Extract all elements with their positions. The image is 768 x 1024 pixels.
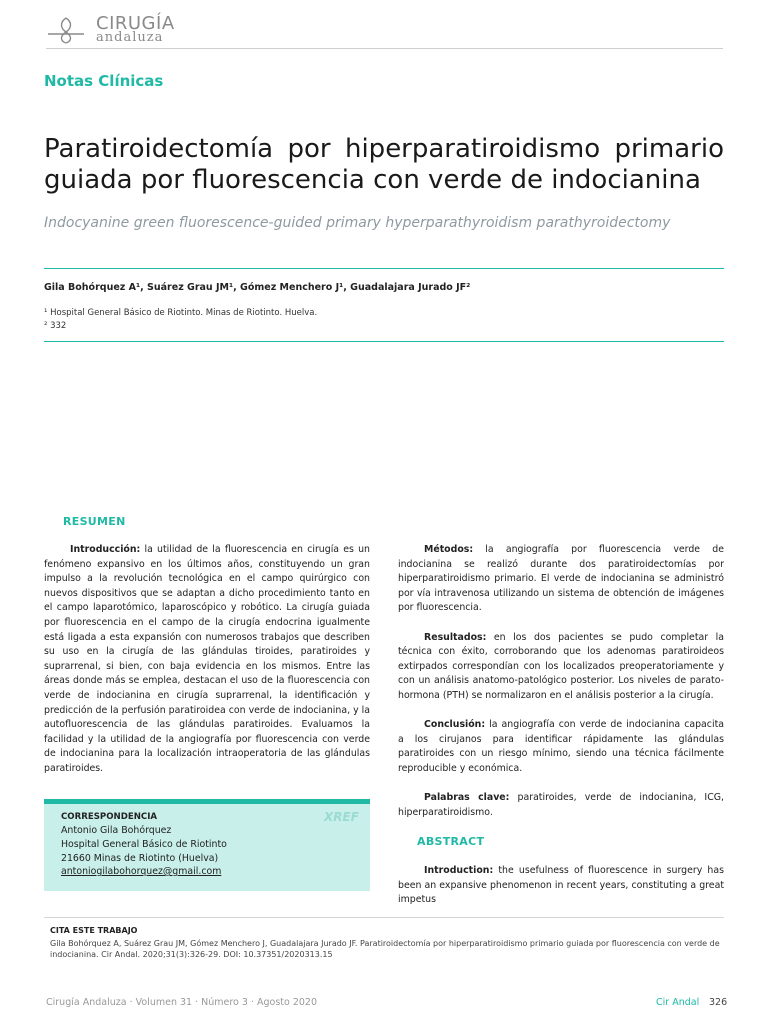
- correspondence-box-bar: [44, 799, 370, 804]
- correspondence-city: 21660 Minas de Riotinto (Huelva): [61, 853, 219, 864]
- right-column: [398, 543, 724, 835]
- keywords-label: Palabras clave:: [424, 792, 510, 804]
- correspondence-heading: CORRESPONDENCIA: [61, 812, 158, 822]
- divider: [44, 341, 724, 342]
- abstract-heading: ABSTRACT: [417, 835, 485, 848]
- article-title: Paratiroidectomía por hiperparatiroidismo primario guiada por fluorescencia con verde de indocianina: [44, 134, 724, 195]
- divider: [44, 268, 724, 269]
- resultados-label: Resultados:: [424, 631, 487, 643]
- author-list: Gila Bohórquez A¹, Suárez Grau JM¹, Gómez Menchero J¹, Guadalajara Jurado JF²: [44, 282, 471, 293]
- section-label: Notas Clínicas: [44, 72, 164, 90]
- page-number: 326: [709, 997, 728, 1008]
- metodos-label: Métodos:: [424, 544, 474, 555]
- journal-logo-name: CIRUGÍA: [96, 13, 175, 34]
- metodos-text: la angiografía por fluorescencia verde de indocianina se realizó durante dos paratiroidectomías por hiperparatiroidismo primario. El verde de indocianina se administró por vía intravenosa utilizando un sistema de obtención de imágenes por fluorescencia.: [398, 544, 724, 614]
- journal-logo-subname: andaluza: [96, 30, 164, 45]
- article-subtitle: Indocyanine green fluorescence-guided primary hyperparathyroidism parathyroidectomy: [44, 215, 671, 231]
- correspondence-email-link[interactable]: antoniogilabohorquez@gmail.com: [61, 866, 222, 877]
- journal-logo-icon: [46, 14, 86, 44]
- citation-heading: CITA ESTE TRABAJO: [50, 926, 138, 935]
- header-divider: [46, 48, 723, 49]
- affiliation-2: ² 332: [44, 321, 67, 331]
- resumen-conclusion: [398, 718, 724, 776]
- resumen-metodos: [398, 543, 724, 616]
- resumen-resultados: [398, 631, 724, 704]
- affiliation-1: ¹ Hospital General Básico de Riotinto. Minas de Riotinto. Huelva.: [44, 308, 318, 318]
- citation-text: Gila Bohórquez A, Suárez Grau JM, Gómez Menchero J, Guadalajara Jurado JF. Paratiroidectomía por hiperparatiroidismo primario guiada por fluorescencia con verde de indocianina. Cir Andal. 2020;31(3):326-29. DOI: 10.37351/2020313.15: [50, 939, 720, 959]
- correspondence-name: Antonio Gila Bohórquez: [61, 825, 172, 836]
- conclusion-text: la angiografía con verde de indocianina capacita a los cirujanos para identificar rápidamente las glándulas paratiroides con un riesgo mínimo, siendo una técnica fácilmente reproducible y económica.: [398, 719, 724, 774]
- abstract-introduction: [398, 864, 724, 908]
- correspondence-hospital: Hospital General Básico de Riotinto: [61, 839, 227, 850]
- footer-journal-issue: Cirugía Andaluza · Volumen 31 · Número 3 · Agosto 2020: [46, 997, 318, 1008]
- introduccion-text: la utilidad de la fluorescencia en cirugía es un fenómeno expansivo en los últimos años, constituyendo un gran impulso a la revolución tecnológica en el campo quirúrgico con nuevos dispositivos que se adaptan a dicho procedimiento tanto en el campo laparotómico, laparoscópico y robótico. La cirugía guiada por fluorescencia en el campo de la cirugía endocrina igualmente está ligada a esta expansión con numerosos trabajos que describen su uso en la cirugía de las glándulas tiroides, paratiroides y suprarrenal, si bien, con baja evidencia en los mismos. Entre las áreas donde más se emplea, destacan el uso de la fluorescencia con verde de indocianina en cirugía suprarrenal, la identificación y predicción de la perfusión paratiroidea con verde de indocianina, y la autofluorescencia de las glándulas paratiroides. Evaluamos la facilidad y la utilidad de la angiografía por fluorescencia con verde de indocianina para la localización intraoperatoria de las glándulas paratiroides.: [44, 544, 370, 774]
- resumen-heading: RESUMEN: [63, 515, 126, 528]
- xref-logo[interactable]: XREF: [324, 810, 359, 824]
- resumen-keywords: [398, 791, 724, 820]
- resultados-text: en los dos pacientes se pudo completar la técnica con éxito, corroborando que los adenomas paratiroideos extirpados correspondían con los localizados preoperatoriamente y con un análisis anatomo-patológico posterior. Los niveles de parato-hormona (PTH) se normalizaron en el análisis posterior a la cirugía.: [398, 631, 724, 701]
- abstract-intro-text: the usefulness of fluorescence in surgery has been an expansive phenomenon in recent years, constituting a great impetus: [398, 865, 724, 906]
- keywords-text: paratiroides, verde de indocianina, ICG, hiperparatiroidismo.: [398, 792, 724, 818]
- introduccion-label: Introducción:: [70, 544, 141, 555]
- citation-divider: [44, 917, 724, 918]
- abstract-intro-label: Introduction:: [424, 865, 494, 876]
- resumen-introduccion: [44, 543, 370, 777]
- conclusion-label: Conclusión:: [424, 719, 486, 731]
- abstract-body: [398, 864, 724, 908]
- left-column: [44, 543, 370, 777]
- footer-journal-abbrev: Cir Andal: [656, 997, 700, 1008]
